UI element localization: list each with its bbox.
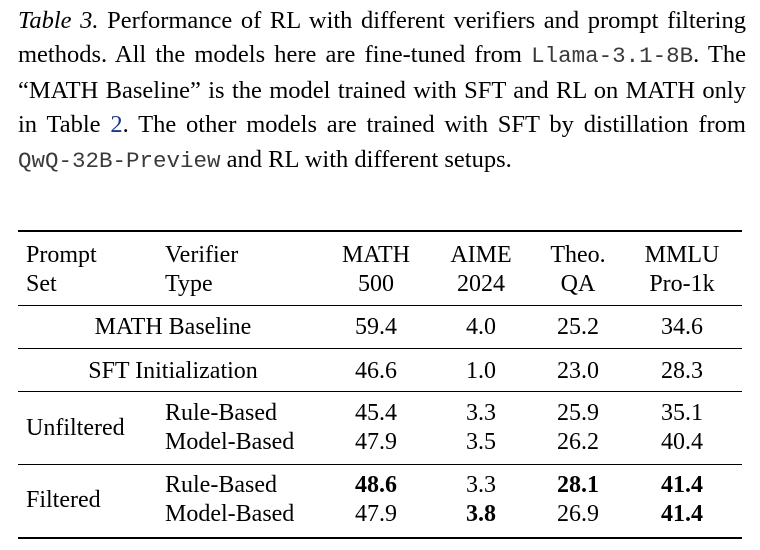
- cell-mmlu: 28.3: [661, 358, 703, 384]
- caption-model-qwq: QwQ-32B-Preview: [18, 147, 221, 174]
- cell-aime2024: 4.0: [466, 314, 496, 340]
- cell-math500-best: 48.6: [355, 472, 397, 498]
- header-mmlu-line1: MMLU: [644, 242, 720, 268]
- row-label: MATH Baseline: [94, 314, 252, 340]
- cell-mmlu: 40.4: [661, 429, 703, 455]
- header-theoqa-line2: QA: [560, 271, 596, 297]
- cell-theoqa: 25.9: [557, 400, 599, 426]
- cell-mmlu-best: 41.4: [661, 472, 703, 498]
- header-verifier-type-line2: Type: [165, 271, 213, 297]
- cell-math500: 47.9: [355, 501, 397, 527]
- table-2-reference-link[interactable]: 2: [110, 111, 123, 139]
- row-rule: [18, 391, 742, 392]
- group-label: Unfiltered: [26, 415, 125, 441]
- cell-theoqa: 26.9: [557, 501, 599, 527]
- cell-verifier: Model-Based: [165, 429, 295, 455]
- cell-mmlu: 35.1: [661, 400, 703, 426]
- header-theoqa-line1: Theo.: [550, 242, 606, 268]
- caption-model-llama: Llama-3.1-8B: [531, 43, 694, 70]
- header-math500-line1: MATH: [341, 242, 411, 268]
- header-prompt-set-line2: Set: [26, 271, 57, 297]
- header-mmlu-line2: Pro-1k: [649, 271, 715, 297]
- cell-mmlu-best: 41.4: [661, 501, 703, 527]
- caption-text-2: . The “MATH Baseline” is the model trained with SFT and RL on MATH only in Table: [18, 41, 746, 139]
- cell-theoqa-best: 28.1: [557, 472, 599, 498]
- cell-aime2024-best: 3.8: [466, 501, 496, 527]
- row-label: SFT Initialization: [88, 358, 258, 384]
- cell-theoqa: 26.2: [557, 429, 599, 455]
- caption-text-4: and RL with different setups.: [220, 145, 512, 173]
- cell-theoqa: 23.0: [557, 358, 599, 384]
- cell-verifier: Rule-Based: [165, 400, 277, 426]
- header-aime2024-line1: AIME: [450, 242, 512, 268]
- header-rule: [18, 305, 742, 306]
- cell-verifier: Rule-Based: [165, 472, 277, 498]
- cell-math500: 45.4: [355, 400, 397, 426]
- caption-text-3: . The other models are trained with SFT by distillation from: [122, 111, 746, 139]
- header-math500-line2: 500: [358, 271, 394, 297]
- bottom-rule: [18, 537, 742, 539]
- header-verifier-type-line1: Verifier: [165, 242, 239, 268]
- cell-aime2024: 3.3: [466, 400, 496, 426]
- caption-text-1: Performance of RL with different verifiers and prompt filtering methods. All the models here are fine-tuned from: [18, 7, 746, 69]
- cell-math500: 59.4: [355, 314, 397, 340]
- cell-verifier: Model-Based: [165, 501, 295, 527]
- top-rule: [18, 230, 742, 232]
- header-aime2024-line2: 2024: [457, 271, 505, 297]
- caption-label: Table 3.: [18, 7, 99, 34]
- table-caption: [18, 4, 746, 178]
- header-prompt-set-line1: Prompt: [26, 242, 97, 268]
- cell-math500: 47.9: [355, 429, 397, 455]
- cell-aime2024: 1.0: [466, 358, 496, 384]
- row-rule: [18, 348, 742, 349]
- cell-aime2024: 3.5: [466, 429, 496, 455]
- cell-aime2024: 3.3: [466, 472, 496, 498]
- group-label: Filtered: [26, 487, 101, 513]
- cell-mmlu: 34.6: [661, 314, 703, 340]
- row-rule: [18, 464, 742, 465]
- cell-math500: 46.6: [355, 358, 397, 384]
- cell-theoqa: 25.2: [557, 314, 599, 340]
